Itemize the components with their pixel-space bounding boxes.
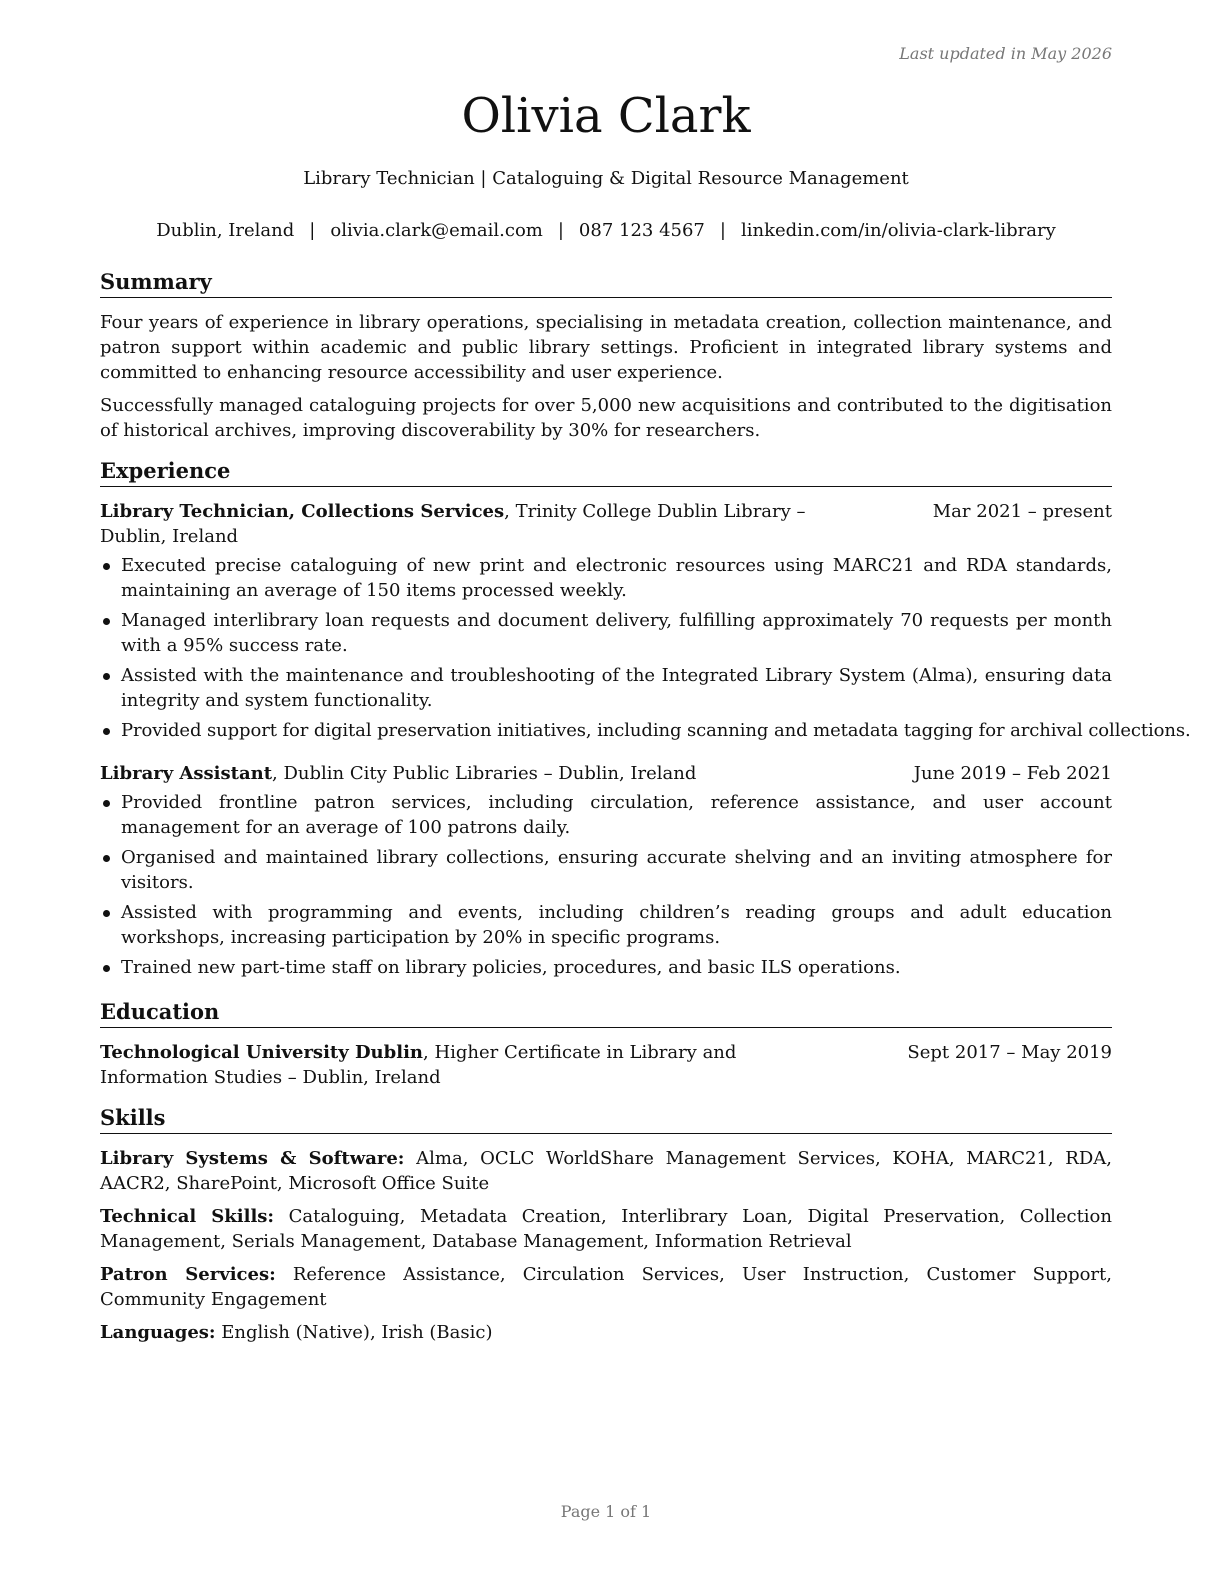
skill-label: Library Systems & Software: — [100, 1148, 405, 1169]
job-bullets — [100, 790, 1112, 980]
contact-separator: | — [719, 220, 726, 241]
summary-paragraph: Successfully managed cataloguing projects for over 5,000 new acquisitions and contributed to the digitisation of historical archives, improving discoverability by 30% for researchers. — [100, 395, 1112, 441]
last-updated-note: Last updated in May 2026 — [899, 44, 1112, 63]
job-bullet: Provided frontline patron services, including circulation, reference assistance, and user account management for an average of 100 patrons daily. — [100, 790, 1112, 840]
summary-paragraph: Four years of experience in library operations, specialising in metadata creation, collection maintenance, and patron support within academic and public library settings. Proficient in integrated library systems and committed to enhancing resource accessibility and user experience. — [100, 312, 1112, 383]
contact-location: Dublin, Ireland — [156, 220, 295, 241]
skill-line — [100, 1262, 1112, 1312]
section-title-summary: Summary — [100, 268, 1112, 298]
candidate-name: Olivia Clark — [461, 88, 751, 144]
contact-linkedin[interactable]: linkedin.com/in/olivia-clark-library — [740, 220, 1056, 241]
job-org: , Trinity College Dublin Library – Dublin, Ireland — [100, 501, 806, 547]
skill-label: Languages: — [100, 1322, 216, 1343]
job-dates: Mar 2021 – present — [932, 501, 1112, 522]
job-header — [100, 761, 1112, 786]
contact-separator: | — [309, 220, 316, 241]
education-entry — [100, 1040, 1112, 1090]
contact-phone: 087 123 4567 — [578, 220, 705, 241]
skills-section — [100, 1104, 1112, 1345]
skill-label: Technical Skills: — [100, 1206, 275, 1227]
skill-value: Alma, OCLC WorldShare Management Services, KOHA, MARC21, RDA, AACR2, SharePoint, Microsoft Office Suite — [100, 1148, 1113, 1194]
skill-label: Patron Services: — [100, 1264, 276, 1285]
resume-body — [100, 268, 1191, 1359]
education-section — [100, 998, 1112, 1090]
job-entry — [100, 761, 1112, 980]
job-role: Library Assistant — [100, 763, 273, 784]
skill-value: Cataloguing, Metadata Creation, Interlibrary Loan, Digital Preservation, Collection Management, Serials Management, Database Management, Information Retrieval — [100, 1206, 1112, 1252]
tagline: Library Technician | Cataloguing & Digital Resource Management — [303, 168, 909, 189]
contact-line — [100, 218, 1112, 244]
job-header — [100, 499, 1112, 549]
skill-value: English (Native), Irish (Basic) — [215, 1322, 493, 1343]
job-bullet: Managed interlibrary loan requests and document delivery, fulfilling approximately 70 requests per month with a 95% success rate. — [100, 608, 1112, 658]
section-title-experience: Experience — [100, 457, 1112, 487]
skill-value: Reference Assistance, Circulation Services, User Instruction, Customer Support, Community Engagement — [100, 1264, 1112, 1310]
education-detail: , Higher Certificate in Library and Information Studies – Dublin, Ireland — [100, 1042, 737, 1088]
education-school: Technological University Dublin — [100, 1042, 423, 1063]
skill-line — [100, 1204, 1112, 1254]
resume-page — [100, 0, 1191, 1584]
job-dates: June 2019 – Feb 2021 — [913, 763, 1112, 784]
contact-email[interactable]: olivia.clark@email.com — [330, 220, 543, 241]
skill-line — [100, 1320, 1112, 1345]
job-bullet: Organised and maintained library collections, ensuring accurate shelving and an inviting atmosphere for visitors. — [100, 845, 1112, 895]
job-bullets — [100, 553, 1191, 743]
section-title-education: Education — [100, 998, 1112, 1028]
education-heading — [100, 1040, 907, 1090]
job-bullet: Assisted with the maintenance and troubleshooting of the Integrated Library System (Alma), ensuring data integrity and system functionality. — [100, 663, 1112, 713]
job-bullet: Provided support for digital preservation initiatives, including scanning and metadata tagging for archival collections. — [100, 718, 1112, 743]
job-entry — [100, 499, 1191, 743]
job-bullet: Executed precise cataloguing of new print and electronic resources using MARC21 and RDA standards, maintaining an average of 150 items processed weekly. — [100, 553, 1112, 603]
job-bullet: Assisted with programming and events, including children’s reading groups and adult education workshops, increasing participation by 20% in specific programs. — [100, 900, 1112, 950]
job-heading — [100, 499, 933, 549]
summary-section — [100, 268, 1112, 443]
job-org: , Dublin City Public Libraries – Dublin, Ireland — [272, 763, 697, 784]
page-number: Page 1 of 1 — [560, 1502, 652, 1521]
experience-section — [100, 457, 1191, 980]
job-bullet: Trained new part-time staff on library policies, procedures, and basic ILS operations. — [100, 955, 1112, 980]
education-dates: Sept 2017 – May 2019 — [907, 1042, 1112, 1063]
skill-line — [100, 1146, 1112, 1196]
job-heading — [100, 761, 914, 786]
job-role: Library Technician, Collections Services — [100, 501, 505, 522]
section-title-skills: Skills — [100, 1104, 1112, 1134]
contact-separator: | — [557, 220, 564, 241]
